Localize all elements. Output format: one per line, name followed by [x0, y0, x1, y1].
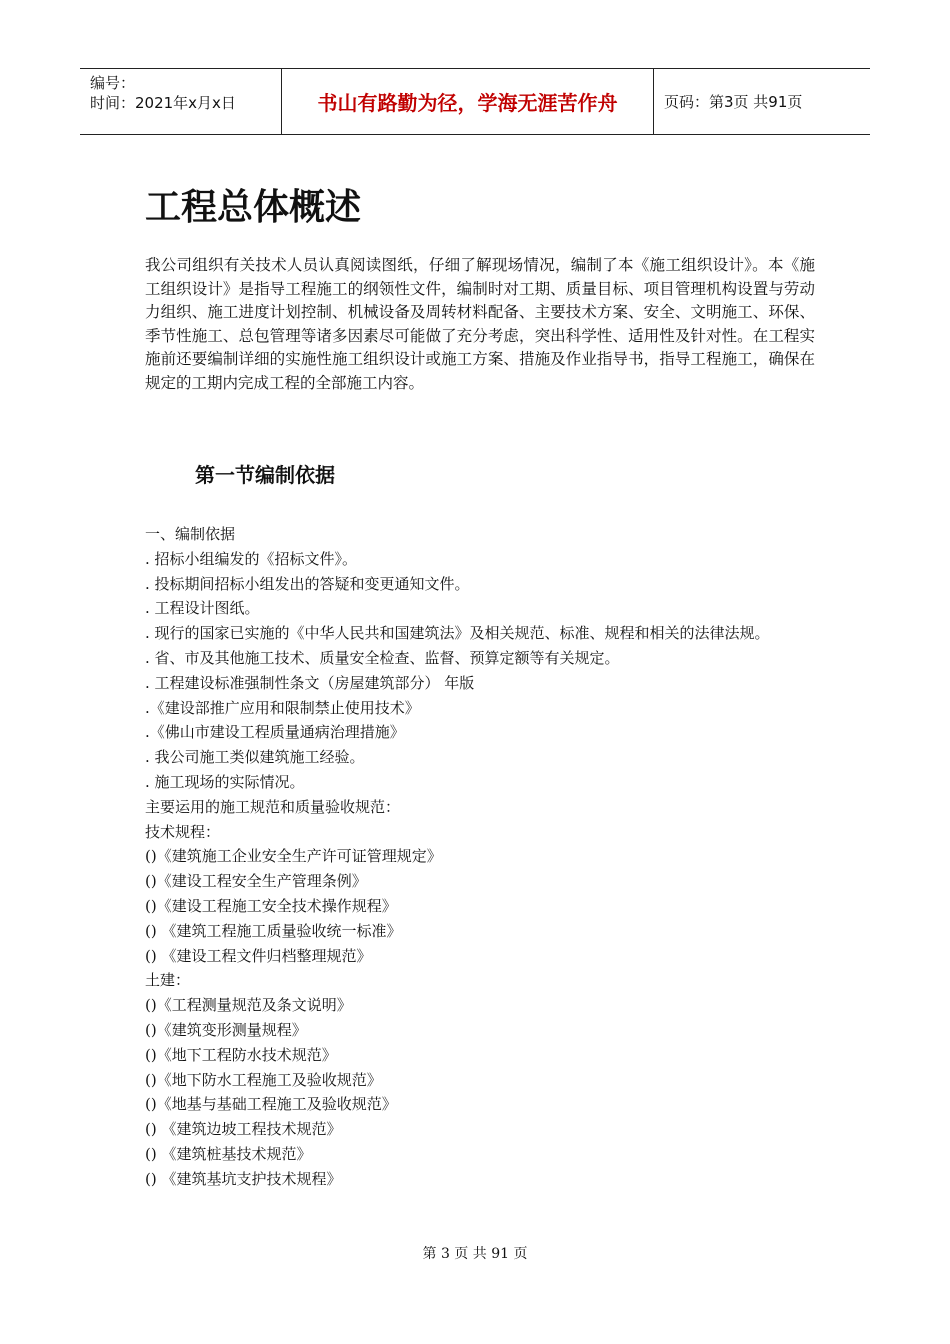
header-page-code: 页码：第3页 共91页 [664, 93, 803, 111]
list-item: ()《建筑施工企业安全生产许可证管理规定》 [145, 847, 442, 866]
list-item: () 《建筑桩基技术规范》 [145, 1144, 312, 1163]
page-header [80, 68, 870, 135]
list-item: . 工程设计图纸。 [145, 599, 260, 618]
list-item: 技术规程： [145, 822, 221, 841]
list-item: . 招标小组编发的《招标文件》。 [145, 549, 358, 568]
list-item: ()《工程测量规范及条文说明》 [145, 996, 352, 1015]
list-item: () 《建筑工程施工质量验收统一标准》 [145, 921, 402, 940]
number-label: 编号： [90, 74, 136, 92]
list-item: .《建设部推广应用和限制禁止使用技术》 [145, 698, 420, 717]
list-item: . 施工现场的实际情况。 [145, 772, 305, 791]
section-title: 第一节编制依据 [195, 463, 335, 487]
list-item: . 工程建设标准强制性条文（房屋建筑部分） 年版 [145, 673, 475, 692]
list-item: () 《建筑边坡工程技术规范》 [145, 1120, 342, 1139]
page-footer: 第 3 页 共 91 页 [422, 1246, 528, 1262]
list-item: ()《建筑变形测量规程》 [145, 1020, 307, 1039]
list-item: . 现行的国家已实施的《中华人民共和国建筑法》及相关规范、标准、规程和相关的法律法规。 [145, 624, 770, 643]
list-item: . 我公司施工类似建筑施工经验。 [145, 748, 365, 767]
list-item: .《佛山市建设工程质量通病治理措施》 [145, 723, 405, 742]
basis-list [145, 522, 815, 1192]
list-item: ()《地下工程防水技术规范》 [145, 1045, 337, 1064]
list-item: ()《地基与基础工程施工及验收规范》 [145, 1095, 397, 1114]
document-title: 工程总体概述 [145, 187, 362, 228]
list-item: . 省、市及其他施工技术、质量安全检查、监督、预算定额等有关规定。 [145, 648, 620, 667]
list-item: ()《地下防水工程施工及验收规范》 [145, 1070, 382, 1089]
list-item: . 投标期间招标小组发出的答疑和变更通知文件。 [145, 574, 470, 593]
list-item: ()《建设工程安全生产管理条例》 [145, 872, 367, 891]
time-label: 时间：2021年x月x日 [90, 94, 236, 112]
list-item: 主要运用的施工规范和质量验收规范： [145, 797, 401, 816]
list-item: ()《建设工程施工安全技术操作规程》 [145, 896, 397, 915]
intro-paragraph: 我公司组织有关技术人员认真阅读图纸，仔细了解现场情况，编制了本《施工组织设计》。本《施工组织设计》是指导工程施工的纲领性文件，编制时对工期、质量目标、项目管理机构设置与劳动力组织、施工进度计划控制、机械设备及周转材料配备、主要技术方案、安全、文明施工、环保、季节性施工、总包管理等诸多因素尽可能做了充分考虑，突出科学性、适用性及针对性。在工程实施前还要编制详细的实施性施工组织设计或施工方案、措施及作业指导书，指导工程施工，确保在规定的工期内完成工程的全部施工内容。 [145, 256, 815, 392]
list-item: () 《建设工程文件归档整理规范》 [145, 946, 372, 965]
header-motto: 书山有路勤为径，学海无涯苦作舟 [282, 69, 654, 134]
list-item: () 《建筑基坑支护技术规程》 [145, 1169, 342, 1188]
list-item: 一、编制依据 [145, 525, 236, 543]
header-meta [80, 69, 282, 134]
list-item: 土建： [145, 971, 191, 990]
